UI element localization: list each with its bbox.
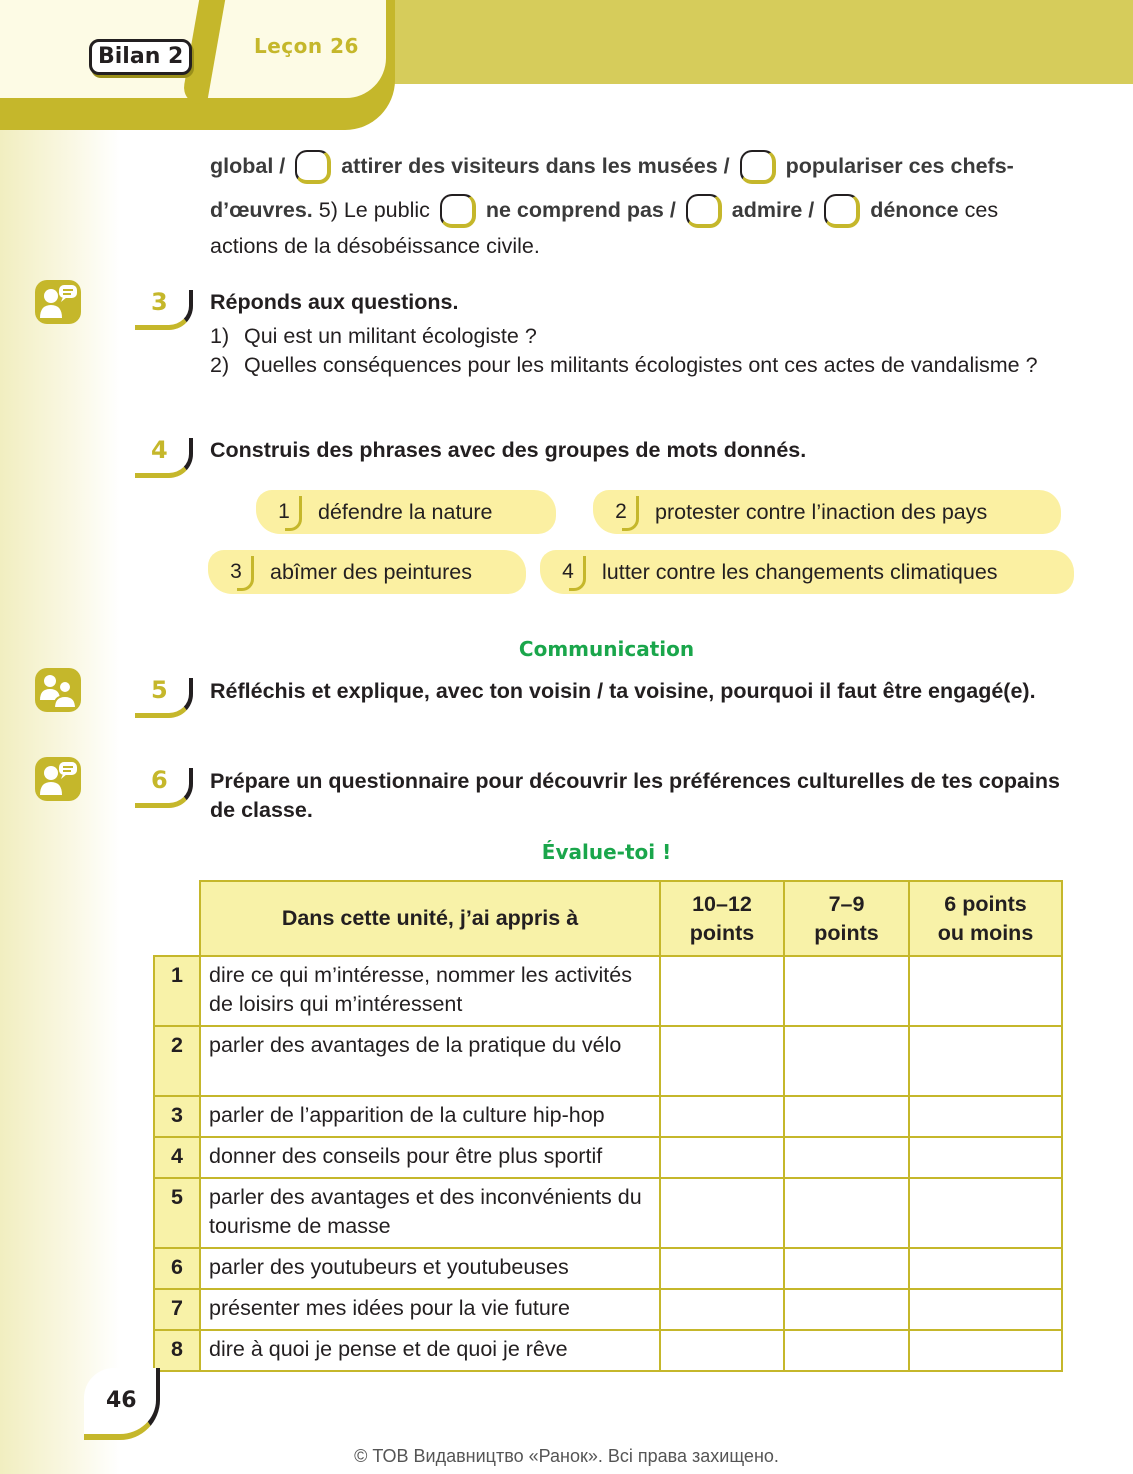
answer-box[interactable] bbox=[440, 194, 476, 228]
score-cell[interactable] bbox=[784, 1096, 909, 1137]
exercise-number-5 bbox=[135, 674, 197, 718]
page-number: 46 bbox=[106, 1388, 137, 1413]
score-cell[interactable] bbox=[660, 956, 784, 1026]
continuation-line-3: actions de la désobéissance civile. bbox=[210, 234, 540, 258]
question-item bbox=[210, 322, 1060, 351]
score-cell[interactable] bbox=[660, 1137, 784, 1178]
exercise-digit: 5 bbox=[151, 676, 168, 704]
speech-bubble-person-icon bbox=[35, 757, 81, 801]
score-cell[interactable] bbox=[909, 1248, 1062, 1289]
row-text: présenter mes idées pour la vie future bbox=[200, 1289, 660, 1330]
table-row bbox=[154, 1248, 1062, 1289]
score-cell[interactable] bbox=[660, 1289, 784, 1330]
score-cell[interactable] bbox=[784, 956, 909, 1026]
lecon-label: Leçon 26 bbox=[254, 34, 359, 58]
score-cell[interactable] bbox=[784, 1178, 909, 1248]
header-band bbox=[380, 0, 1133, 84]
row-number: 1 bbox=[154, 956, 200, 1026]
phrase-chip bbox=[593, 490, 1061, 534]
phrase-chip bbox=[256, 490, 556, 534]
phrase-text: défendre la nature bbox=[318, 499, 493, 524]
row-text: dire à quoi je pense et de quoi je rêve bbox=[200, 1330, 660, 1371]
exercise-number-4 bbox=[135, 434, 197, 478]
question-item bbox=[210, 351, 1060, 380]
copyright-footer: © ТОВ Видавництво «Ранок». Всі права захищено. bbox=[354, 1446, 779, 1466]
evalue-title: Évalue-toi ! bbox=[541, 840, 672, 864]
score-cell[interactable] bbox=[784, 1248, 909, 1289]
ex6-heading: Prépare un questionnaire pour découvrir les préférences culturelles de tes copains de classe. bbox=[210, 769, 1060, 822]
row-number: 2 bbox=[154, 1026, 200, 1096]
table-corner bbox=[154, 881, 200, 956]
table-row bbox=[154, 1178, 1062, 1248]
score-cell[interactable] bbox=[660, 1178, 784, 1248]
phrase-number: 2 bbox=[603, 500, 639, 524]
communication-title: Communication bbox=[518, 637, 695, 661]
score-cell[interactable] bbox=[909, 1026, 1062, 1096]
phrase-text: lutter contre les changements climatiques bbox=[602, 559, 998, 584]
row-text: dire ce qui m’intéresse, nommer les activités de loisirs qui m’intéressent bbox=[200, 956, 660, 1026]
answer-box[interactable] bbox=[740, 150, 776, 184]
text-attirer: attirer des visiteurs dans les musées / bbox=[341, 154, 730, 178]
text-denonce: dénonce bbox=[870, 198, 959, 222]
table-header-cell: 10–12 points bbox=[660, 881, 784, 956]
phrase-number: 3 bbox=[218, 560, 254, 584]
exercise-number-3 bbox=[135, 286, 197, 330]
score-cell[interactable] bbox=[784, 1289, 909, 1330]
text-ces: ces bbox=[964, 198, 999, 222]
score-cell[interactable] bbox=[909, 1178, 1062, 1248]
row-number: 7 bbox=[154, 1289, 200, 1330]
score-cell[interactable] bbox=[909, 1289, 1062, 1330]
phrase-chip bbox=[540, 550, 1074, 594]
row-number: 8 bbox=[154, 1330, 200, 1371]
text-global: global / bbox=[210, 154, 286, 178]
table-row bbox=[154, 1096, 1062, 1137]
row-number: 4 bbox=[154, 1137, 200, 1178]
table-header-row bbox=[154, 881, 1062, 956]
table-row bbox=[154, 1026, 1062, 1096]
score-cell[interactable] bbox=[784, 1026, 909, 1096]
pair-people-icon bbox=[35, 668, 81, 712]
exercise-digit: 4 bbox=[151, 436, 168, 464]
phrase-text: protester contre l’inaction des pays bbox=[655, 499, 988, 524]
exercise-digit: 6 bbox=[151, 766, 168, 794]
exercise-digit: 3 bbox=[151, 288, 168, 316]
phrase-chip bbox=[208, 550, 526, 594]
row-number: 5 bbox=[154, 1178, 200, 1248]
score-cell[interactable] bbox=[660, 1096, 784, 1137]
score-cell[interactable] bbox=[660, 1248, 784, 1289]
answer-box[interactable] bbox=[824, 194, 860, 228]
phrase-number: 1 bbox=[266, 500, 302, 524]
left-margin-strip bbox=[0, 0, 120, 1474]
row-number: 3 bbox=[154, 1096, 200, 1137]
row-text: parler des youtubeurs et youtubeuses bbox=[200, 1248, 660, 1289]
table-row bbox=[154, 956, 1062, 1026]
table-row bbox=[154, 1289, 1062, 1330]
question-text: Quelles conséquences pour les militants écologistes ont ces actes de vandalisme ? bbox=[244, 353, 1038, 377]
table-row bbox=[154, 1137, 1062, 1178]
continuation-line-1 bbox=[210, 150, 1060, 184]
text-chefs-doeuvres: d’œuvres. bbox=[210, 198, 313, 222]
ex3-questions bbox=[210, 322, 1060, 380]
continuation-line-2 bbox=[210, 194, 1060, 228]
ex5-heading: Réfléchis et explique, avec ton voisin / ta voisine, pourquoi il faut être engagé(e). bbox=[210, 679, 1036, 703]
self-assessment-table bbox=[153, 880, 1063, 1372]
row-text: donner des conseils pour être plus sportif bbox=[200, 1137, 660, 1178]
score-cell[interactable] bbox=[909, 1330, 1062, 1371]
answer-box[interactable] bbox=[686, 194, 722, 228]
table-header-cell: 6 points ou moins bbox=[909, 881, 1062, 956]
score-cell[interactable] bbox=[784, 1137, 909, 1178]
table-row bbox=[154, 1330, 1062, 1371]
speech-bubble-person-icon bbox=[35, 280, 81, 324]
ex3-heading: Réponds aux questions. bbox=[210, 290, 459, 314]
question-number: 2) bbox=[210, 353, 230, 377]
row-text: parler des avantages de la pratique du vélo bbox=[200, 1026, 660, 1096]
score-cell[interactable] bbox=[909, 1096, 1062, 1137]
answer-box[interactable] bbox=[295, 150, 331, 184]
table-header-cell: Dans cette unité, j’ai appris à bbox=[200, 881, 660, 956]
score-cell[interactable] bbox=[660, 1026, 784, 1096]
row-text: parler de l’apparition de la culture hip-hop bbox=[200, 1096, 660, 1137]
text-admire: admire / bbox=[731, 198, 815, 222]
score-cell[interactable] bbox=[909, 956, 1062, 1026]
text-public: 5) Le public bbox=[318, 198, 430, 222]
text-ne-comprend-pas: ne comprend pas / bbox=[485, 198, 676, 222]
row-text: parler des avantages et des inconvénients du tourisme de masse bbox=[200, 1178, 660, 1248]
phrase-text: abîmer des peintures bbox=[270, 559, 472, 584]
phrase-number: 4 bbox=[550, 560, 586, 584]
exercise-number-6 bbox=[135, 764, 197, 808]
row-number: 6 bbox=[154, 1248, 200, 1289]
question-number: 1) bbox=[210, 324, 230, 348]
bilan-badge: Bilan 2 bbox=[89, 39, 192, 75]
score-cell[interactable] bbox=[660, 1330, 784, 1371]
table-header-cell: 7–9 points bbox=[784, 881, 909, 956]
question-text: Qui est un militant écologiste ? bbox=[244, 324, 537, 348]
score-cell[interactable] bbox=[909, 1137, 1062, 1178]
ex4-heading: Construis des phrases avec des groupes de mots donnés. bbox=[210, 438, 807, 462]
text-populariser: populariser ces chefs- bbox=[785, 154, 1014, 178]
page-number-badge bbox=[84, 1368, 160, 1440]
score-cell[interactable] bbox=[784, 1330, 909, 1371]
